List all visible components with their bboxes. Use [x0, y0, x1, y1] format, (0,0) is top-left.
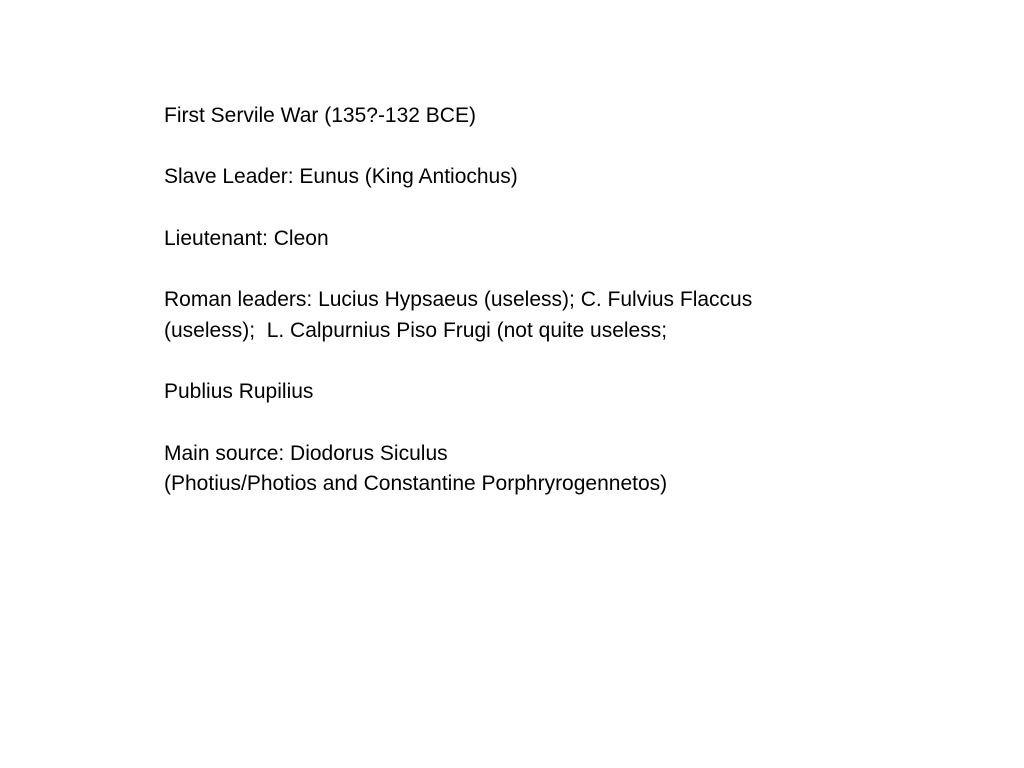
spacer [164, 193, 884, 224]
main-source-line-1: Main source: Diodorus Siculus [164, 441, 448, 465]
publius-rupilius-line: Publius Rupilius [164, 380, 314, 404]
lieutenant-line: Lieutenant: Cleon [164, 226, 329, 250]
spacer [164, 408, 884, 439]
slave-leader-line: Slave Leader: Eunus (King Antiochus) [164, 165, 518, 189]
roman-leaders-line-2: (useless); L. Calpurnius Piso Frugi (not quite useless; [164, 318, 668, 342]
title-line: First Servile War (135?-132 BCE) [164, 104, 476, 127]
main-source-line-2: (Photius/Photios and Constantine Porphryrogennetos) [164, 472, 668, 496]
spacer [164, 132, 884, 163]
roman-leaders-line-1: Roman leaders: Lucius Hypsaeus (useless); C. Fulvius Flaccus [164, 288, 753, 312]
slide-body-text [164, 101, 884, 500]
spacer [164, 347, 884, 378]
spacer [164, 254, 884, 285]
